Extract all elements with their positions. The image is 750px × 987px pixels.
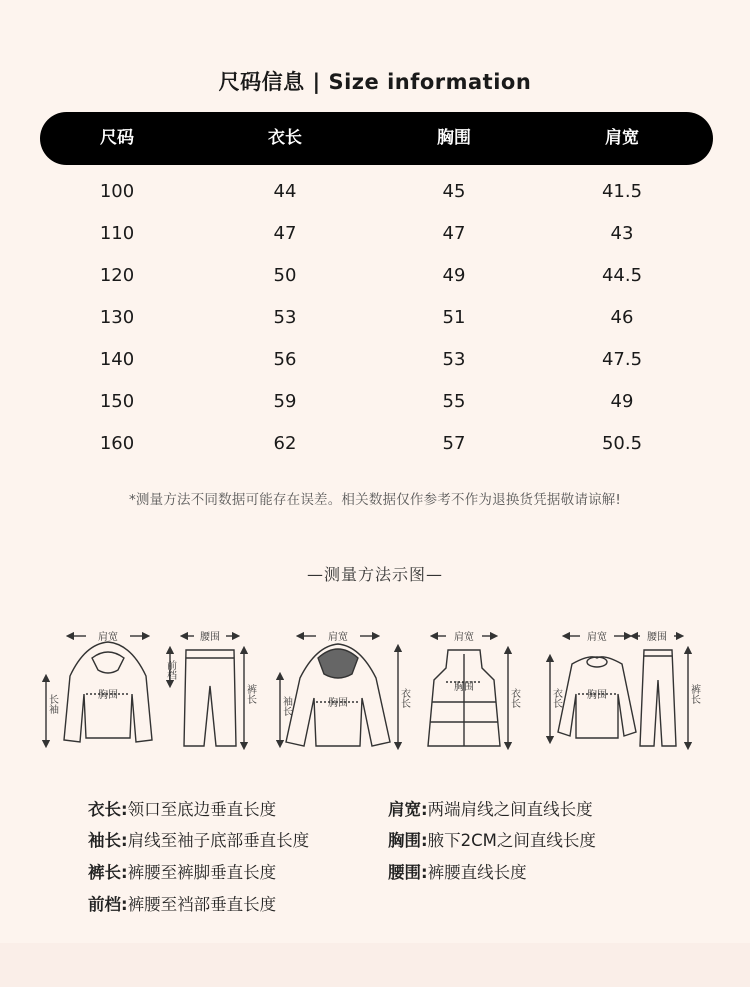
cell-shoulder: 47.5 [601,349,643,370]
definition-waist [388,859,527,883]
term-text: 两端肩线之间直线长度 [427,800,593,819]
cell-size: 120 [99,265,135,286]
hoodie-diagram-2 [280,630,411,746]
cell-shoulder: 50.5 [601,433,643,454]
cell-length: 50 [273,265,297,286]
cell-size: 100 [99,181,135,202]
fig1-shoulder-label: 肩宽 [98,632,118,643]
cell-length: 47 [273,223,297,244]
term: 衣长: [88,800,128,819]
term: 胸围: [388,831,428,850]
table-row [40,255,713,297]
cell-size: 150 [99,391,135,412]
table-row [40,213,713,255]
fig1-sleeve-label: 长袖 [46,694,58,714]
footer-band [0,943,750,987]
cell-chest: 51 [442,307,466,328]
term-text: 腋下2CM之间直线长度 [427,831,596,850]
cell-size: 130 [99,307,135,328]
term-text: 裤腰直线长度 [427,863,527,882]
cell-shoulder: 41.5 [601,181,643,202]
table-row [40,339,713,381]
header-size: 尺码 [100,128,134,148]
term-text: 裤腰至裆部垂直长度 [127,895,277,914]
term: 肩宽: [388,800,428,819]
fig4-length-label: 衣长 [508,688,520,708]
cell-chest: 53 [442,349,466,370]
vest-diagram [428,630,521,746]
definition-length [88,796,276,820]
cell-length: 62 [273,433,297,454]
fig5-length-label: 衣长 [550,688,562,708]
cell-chest: 45 [442,181,466,202]
cell-size: 140 [99,349,135,370]
fig3-length-label: 衣长 [398,688,410,708]
definition-rise [88,891,276,915]
fig5-waist-label: 腰围 [647,632,667,643]
measurement-diagrams [0,618,750,758]
section-title: —测量方法示图— [306,565,443,584]
fig1-chest-label: 胸围 [98,690,118,701]
term: 裤长: [88,863,128,882]
fig5-shoulder-label: 肩宽 [587,632,607,643]
hoodie-diagram-1 [46,630,152,744]
table-row [40,381,713,423]
table-row [40,423,713,465]
pants-diagram-1 [165,631,257,746]
fig4-shoulder-label: 肩宽 [454,632,474,643]
term: 腰围: [388,863,428,882]
cell-size: 160 [99,433,135,454]
size-table-header [40,112,713,165]
fig2-pantslen-label: 裤长 [244,684,256,704]
term: 袖长: [88,831,128,850]
cell-chest: 57 [442,433,466,454]
term-text: 裤腰至裤脚垂直长度 [127,863,277,882]
header-shoulder: 肩宽 [605,128,639,148]
fig5-pantslen-label: 裤长 [688,684,700,704]
term-text: 肩线至袖子底部垂直长度 [127,831,310,850]
definition-pants-length [88,859,276,883]
table-row [40,171,713,213]
cell-shoulder: 44.5 [601,265,643,286]
fig2-waist-label: 腰围 [200,632,220,643]
definition-chest [388,827,596,851]
sweatshirt-set-diagram [550,630,701,746]
fig3-shoulder-label: 肩宽 [328,632,348,643]
term: 前档: [88,895,128,914]
fig5-chest-label: 胸围 [587,690,607,701]
fig4-chest-label: 胸围 [454,682,474,693]
table-row [40,297,713,339]
fig3-sleeve-label: 袖长 [280,696,292,716]
fig2-rise-label: 前档 [164,660,176,680]
fig3-chest-label: 胸围 [328,698,348,709]
cell-size: 110 [99,223,135,244]
definition-sleeve [88,827,309,851]
cell-length: 44 [273,181,297,202]
cell-shoulder: 43 [610,223,634,244]
header-length: 衣长 [268,128,302,148]
definition-shoulder [388,796,593,820]
disclaimer-note: *测量方法不同数据可能存在误差。相关数据仅作参考不作为退换货凭据敬请谅解! [128,492,622,508]
cell-shoulder: 49 [610,391,634,412]
cell-length: 56 [273,349,297,370]
cell-chest: 55 [442,391,466,412]
cell-length: 59 [273,391,297,412]
cell-chest: 47 [442,223,466,244]
header-chest: 胸围 [437,128,471,148]
page-title: 尺码信息 | Size information [218,70,532,94]
cell-chest: 49 [442,265,466,286]
term-text: 领口至底边垂直长度 [127,800,277,819]
cell-length: 53 [273,307,297,328]
cell-shoulder: 46 [610,307,634,328]
